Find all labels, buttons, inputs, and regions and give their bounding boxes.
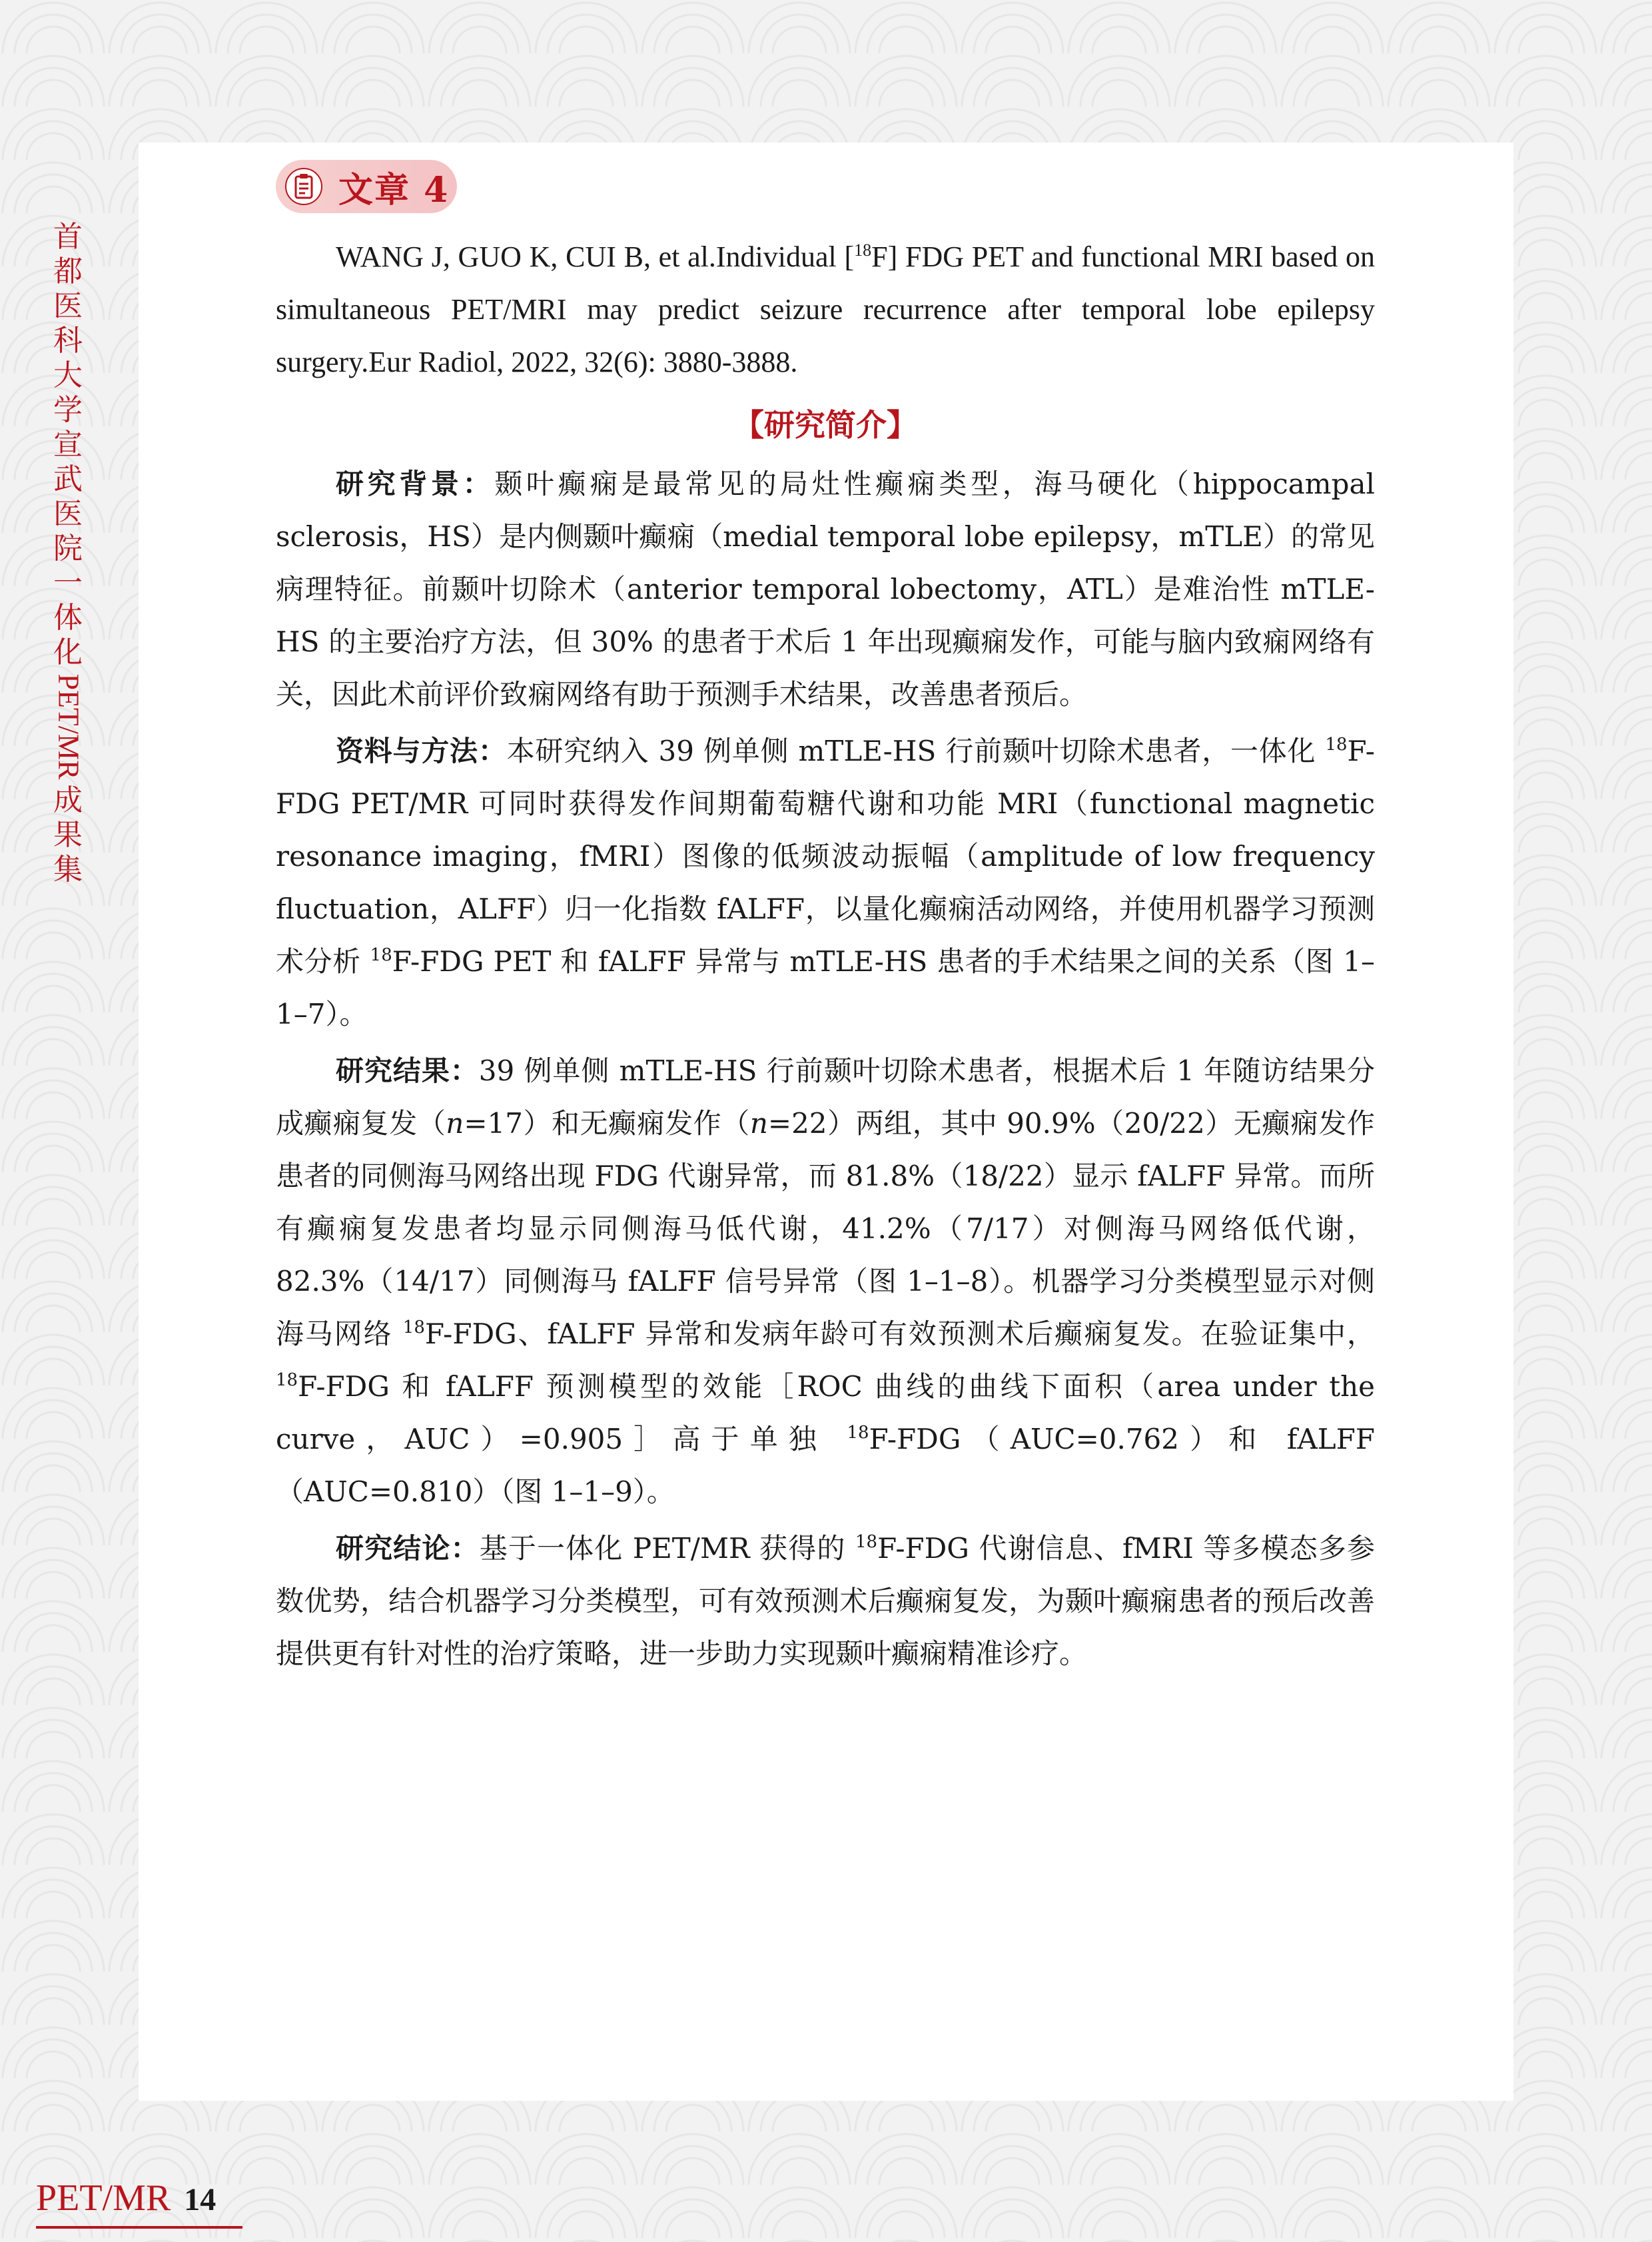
methods-text: F-FDG PET/MR 可同时获得发作间期葡萄糖代谢和功能 MRI（functional magnetic resonance imaging，fMRI）图像的低频波动振幅（amplitude of low frequency fluctuation，ALFF）归一化指数 fALFF，以量化癫痫活动网络，并使用机器学习预测术分析 [276,735,1375,978]
side-title-char: 医 [53,289,83,323]
conclusion-sup: 18 [855,1532,878,1552]
side-title-char: 一 [53,566,83,600]
side-title-char: 科 [53,324,83,358]
conclusion-paragraph [276,1522,1375,1680]
results-label: 研究结果： [336,1054,479,1087]
results-sup: 18 [276,1370,298,1390]
clipboard-icon [285,168,322,205]
page-number: 14 [184,2182,216,2217]
results-sup: 18 [402,1317,425,1337]
side-title-char: 都 [53,254,83,288]
side-title-char: 宣 [53,428,83,462]
side-title-char: 武 [53,462,83,496]
side-title-char: 院 [53,532,83,565]
citation-text: F] FDG PET and functional MRI based on simultaneous PET/MRI may predict seizure recurrence after temporal lobe epilepsy surgery.Eur Radiol, 2022, 32(6): 3880-3888. [276,240,1376,378]
article-chip [276,160,457,213]
methods-sup: 18 [370,945,392,965]
page-footer [36,2177,216,2219]
results-text: 39 例单侧 mTLE-HS 行前颞叶切除术患者，根据术后 1 年随访结果分成癫痫复发（ [276,1054,1375,1140]
side-title-char: 体 [53,601,83,635]
background-text: 颞叶癫痫是最常见的局灶性癫痫类型，海马硬化（hippocampal sclerosis，HS）是内侧颞叶癫痫（medial temporal lobe epilepsy，mTLE）的常见病理特征。前颞叶切除术（anterior temporal lobectomy，ATL）是难治性 mTLE-HS 的主要治疗方法，但 30% 的患者于术后 1 年出现癫痫发作，可能与脑内致痫网络有关，因此术前评价致痫网络有助于预测手术结果，改善患者预后。 [276,468,1375,711]
side-title-char: 学 [53,393,83,427]
side-title [48,220,88,887]
side-title-char: 集 [53,853,83,887]
footer-brand: PET/MR [36,2177,171,2219]
side-title-char: 果 [53,818,83,852]
side-title-char: 大 [53,358,83,392]
article-label: 文章 4 [338,169,450,210]
results-text: =17）和无癫痫发作（ [464,1107,750,1140]
section-heading: 【研究简介】 [733,407,917,443]
results-sup: 18 [847,1423,869,1443]
citation-text: WANG J, GUO K, CUI B, et al.Individual [ [336,240,855,273]
methods-paragraph [276,725,1375,1040]
citation-sup: 18 [854,240,872,260]
results-paragraph [276,1044,1375,1518]
conclusion-text: F-FDG 代谢信息、fMRI 等多模态多参数优势，结合机器学习分类模型，可有效预测术后癫痫复发，为颞叶癫痫患者的预后改善提供更有针对性的治疗策略，进一步助力实现颞叶癫痫精准诊疗。 [276,1532,1375,1670]
conclusion-label: 研究结论： [336,1532,480,1565]
results-text: =22）两组，其中 90.9%（20/22）无癫痫发作患者的同侧海马网络出现 FDG 代谢异常，而 81.8%（18/22）显示 fALFF 异常。而所有癫痫复发患者均显示同侧海马低代谢，41.2%（7/17）对侧海马网络低代谢，82.3%（14/17）同侧海马 fALFF 信号异常（图 1–1–8）。机器学习分类模型显示对侧海马网络 [276,1107,1375,1350]
side-title-char: 医 [53,497,83,531]
methods-label: 资料与方法： [336,735,507,767]
side-title-char: 首 [53,220,83,254]
side-title-char: 化 [53,635,83,669]
side-title-rotated: PET/MR [52,673,85,780]
methods-text: F-FDG PET 和 fALFF 异常与 mTLE-HS 患者的手术结果之间的关系（图 1–1–7）。 [276,945,1375,1030]
methods-sup: 18 [1325,735,1348,755]
conclusion-text: 基于一体化 PET/MR 获得的 [479,1532,855,1565]
side-title-char: 成 [53,783,83,817]
footer-rule [36,2226,242,2229]
background-label: 研究背景： [336,468,495,500]
methods-text: 本研究纳入 39 例单侧 mTLE-HS 行前颞叶切除术患者，一体化 [506,735,1326,767]
results-text: F-FDG 和 fALFF 预测模型的效能［ROC 曲线的曲线下面积（area under the curve，AUC）=0.905］高于单独 [276,1370,1375,1455]
results-n: n [446,1107,464,1140]
results-text: F-FDG、fALFF 异常和发病年龄可有效预测术后癫痫复发。在验证集中， [424,1317,1375,1350]
background-paragraph [276,458,1375,721]
results-text: F-FDG（AUC=0.762）和 fALFF（AUC=0.810）（图 1–1–9）。 [276,1423,1375,1508]
results-n: n [749,1107,768,1140]
article-content [276,230,1375,1684]
side-title-rotated-wrap [48,670,88,783]
citation [276,230,1375,388]
